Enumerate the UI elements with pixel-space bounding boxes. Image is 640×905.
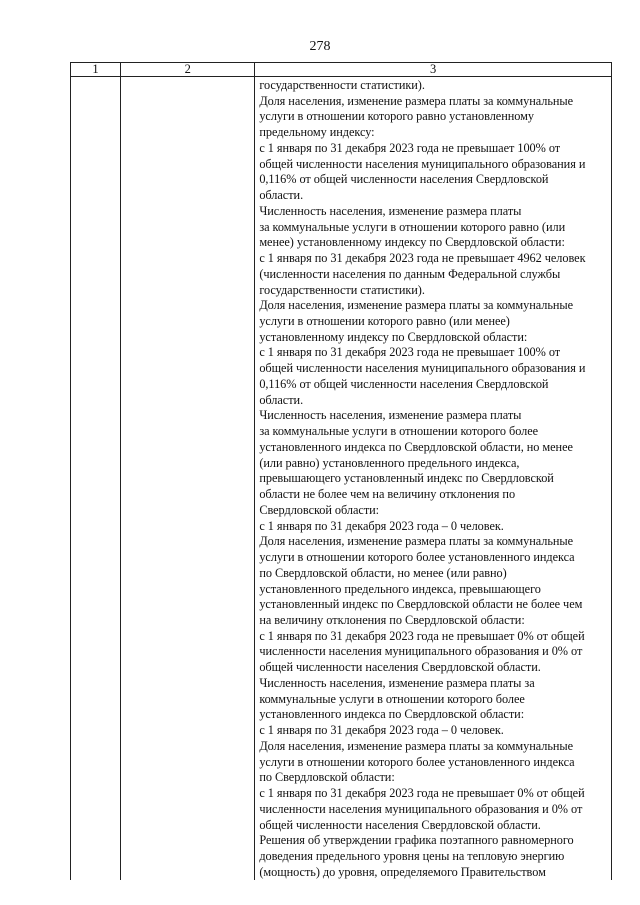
text-line: с 1 января по 31 декабря 2023 года не превышает 100% от [259, 140, 561, 155]
text-line: области не более чем на величину отклонения по [259, 487, 516, 502]
text-line: Численность населения, изменение размера платы [259, 408, 522, 423]
column-header-2: 2 [121, 63, 255, 77]
text-line: (или равно) установленного предельного индекса, [259, 455, 520, 470]
column-3-text-cell [255, 77, 612, 881]
text-line: по Свердловской области: [259, 770, 395, 785]
column-header-3: 3 [255, 63, 612, 77]
text-line: с 1 января по 31 декабря 2023 года не превышает 100% от [259, 345, 561, 360]
text-line: численности населения муниципального образования и 0% от [259, 644, 583, 659]
text-line: установленного индекса по Свердловской области, но менее [259, 439, 573, 454]
column-1-cell [71, 77, 121, 881]
text-line: (мощность) до уровня, определяемого Правительством [259, 864, 546, 879]
text-line: общей численности населения муниципального образования и [259, 361, 586, 376]
document-table [70, 62, 612, 880]
text-line: услуги в отношении которого более установленного индекса [259, 550, 575, 565]
text-line: установленного индекса по Свердловской области: [259, 707, 525, 722]
column-header-1: 1 [71, 63, 121, 77]
text-line: превышающего установленный индекс по Свердловской [259, 471, 554, 486]
text-line: Численность населения, изменение размера платы [259, 203, 522, 218]
text-line: 0,116% от общей численности населения Свердловской [259, 376, 549, 391]
text-line: коммунальные услуги в отношении которого более [259, 691, 525, 706]
text-line: области. [259, 188, 304, 203]
text-line: 0,116% от общей численности населения Свердловской [259, 172, 549, 187]
table-header-row [71, 63, 612, 77]
text-line: Решения об утверждении графика поэтапного равномерного [259, 833, 574, 848]
table-row [71, 77, 612, 881]
text-line: Свердловской области: [259, 502, 380, 517]
text-line: Численность населения, изменение размера платы за [259, 675, 535, 690]
text-line: с 1 января по 31 декабря 2023 года – 0 человек. [259, 518, 504, 533]
text-line: услуги в отношении которого равно установленному [259, 109, 534, 124]
text-line: области. [259, 392, 304, 407]
text-line: государственности статистики). [259, 78, 425, 92]
text-line: Доля населения, изменение размера платы за коммунальные [259, 738, 574, 753]
text-line: предельному индексу: [259, 125, 375, 140]
text-line: установленного предельного индекса, превышающего [259, 581, 541, 596]
page-number: 278 [309, 39, 331, 54]
text-line: Доля населения, изменение размера платы за коммунальные [259, 298, 574, 313]
text-line: с 1 января по 31 декабря 2023 года не превышает 0% от общей [259, 786, 585, 801]
text-line: (численности населения по данным Федеральной службы [259, 266, 561, 281]
text-line: общей численности населения муниципального образования и [259, 156, 586, 171]
text-line: общей численности населения Свердловской области. [259, 817, 541, 832]
text-line: менее) установленному индексу по Свердловской области: [259, 235, 565, 250]
text-line: установленный индекс по Свердловской области не более чем [259, 597, 583, 612]
text-line: установленному индексу по Свердловской области: [259, 329, 528, 344]
text-line: с 1 января по 31 декабря 2023 года не превышает 4962 человек [259, 251, 586, 266]
text-line: услуги в отношении которого равно (или менее) [259, 314, 510, 329]
text-line: государственности статистики). [259, 282, 425, 297]
column-2-cell [121, 77, 255, 881]
text-line: с 1 января по 31 декабря 2023 года – 0 человек. [259, 723, 504, 738]
text-line: за коммунальные услуги в отношении которого равно (или [259, 219, 566, 234]
text-line: Доля населения, изменение размера платы за коммунальные [259, 93, 574, 108]
text-line: с 1 января по 31 декабря 2023 года не превышает 0% от общей [259, 628, 585, 643]
text-line: услуги в отношении которого более установленного индекса [259, 754, 575, 769]
text-line: по Свердловской области, но менее (или равно) [259, 565, 507, 580]
text-line: общей численности населения Свердловской области. [259, 660, 541, 675]
text-line: доведения предельного уровня цены на тепловую энергию [259, 848, 565, 863]
text-line: на величину отклонения по Свердловской области: [259, 612, 525, 627]
text-line: Доля населения, изменение размера платы за коммунальные [259, 534, 574, 549]
text-line: за коммунальные услуги в отношении которого более [259, 424, 539, 439]
text-line: численности населения муниципального образования и 0% от [259, 801, 583, 816]
